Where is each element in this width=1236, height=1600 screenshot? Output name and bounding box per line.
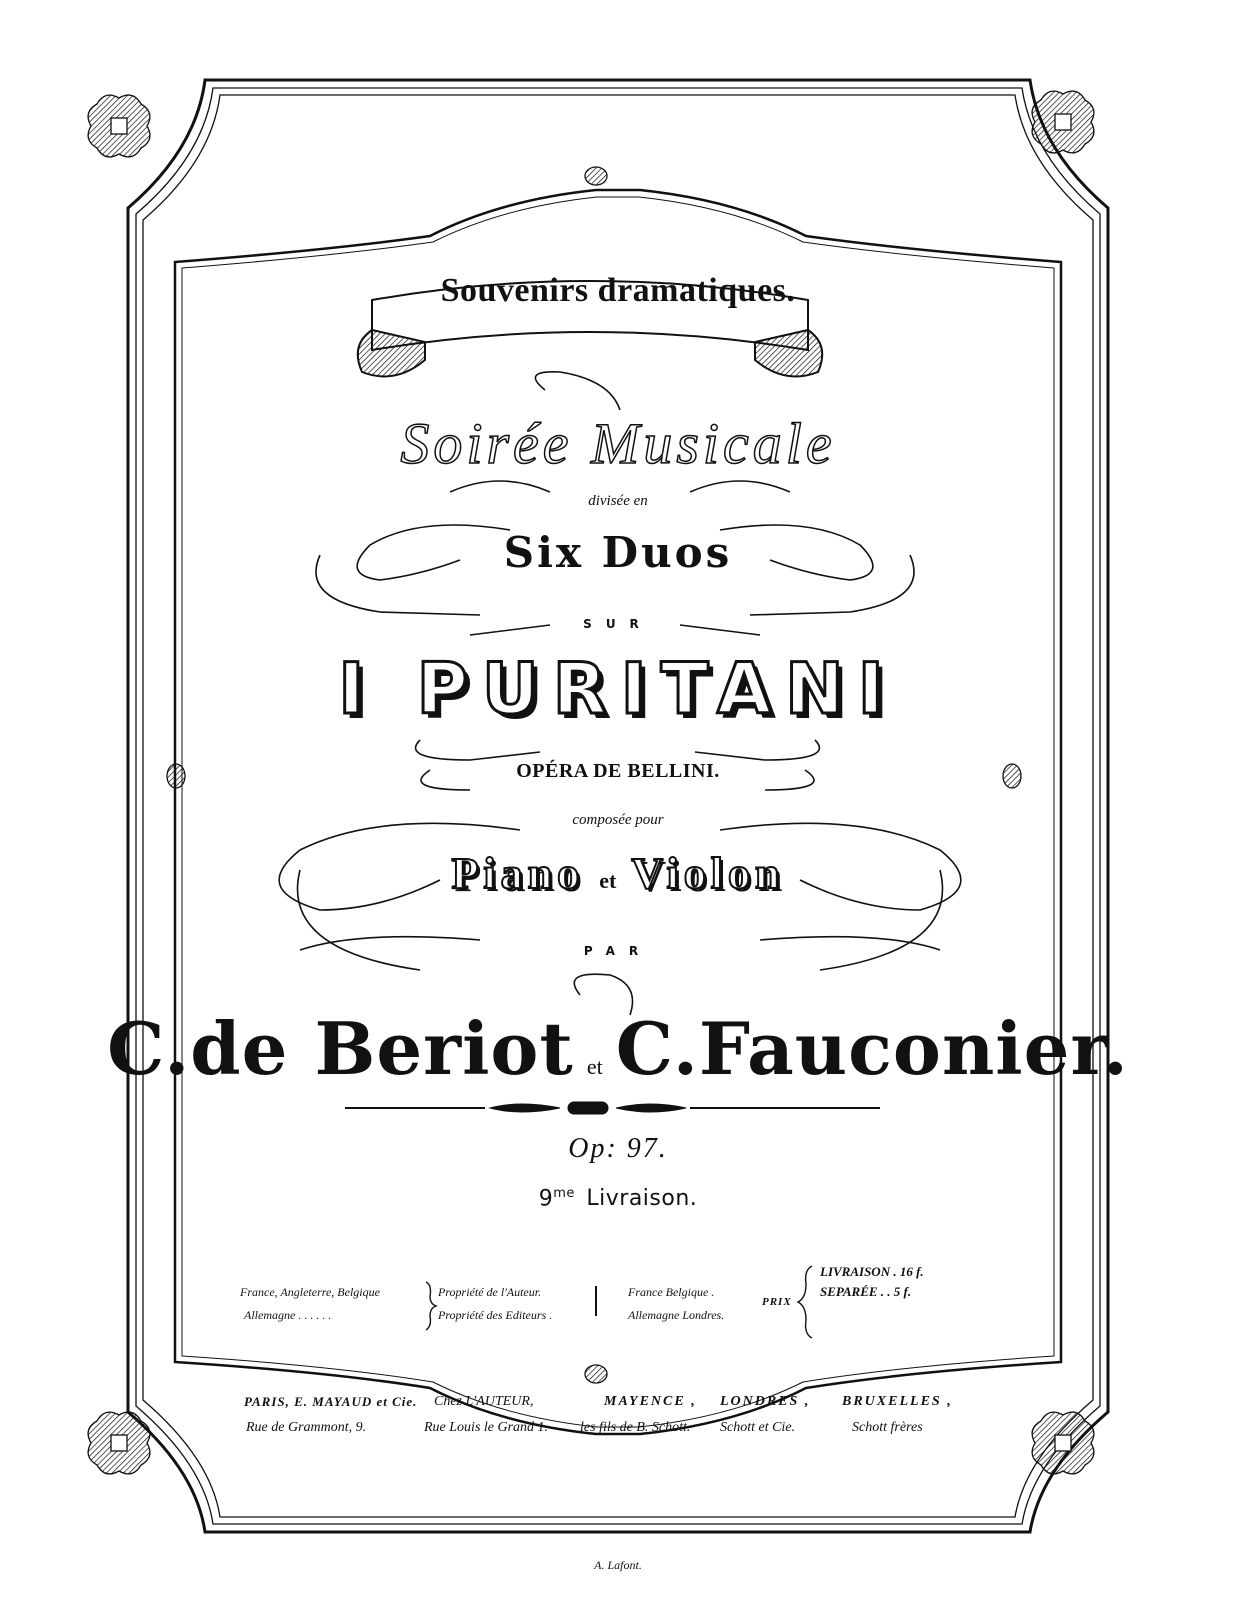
publisher-1-address: Rue de Grammont, 9. [246,1420,367,1435]
soiree-musicale-title: Soirée Musicale [400,411,836,476]
livraison-number: 9 [538,1186,554,1212]
opera-name-title: I PURITANI [338,648,898,730]
livraison-label: Livraison. [586,1186,698,1212]
price-separee: SEPARÉE . . 5 f. [820,1284,912,1299]
mid-countries-2: Allemagne Londres. [628,1308,725,1322]
publisher-1-city: PARIS, E. MAYAUD et Cie. [244,1394,418,1409]
publisher-4-address: Schott et Cie. [720,1420,796,1435]
six-duos-title: Six Duos [503,528,733,577]
left-property-2: Propriété des Editeurs . [438,1308,553,1322]
et-label-2: et [586,1054,603,1079]
publisher-3-address: les fils de B. Schott. [580,1420,691,1435]
par-label: PAR [583,944,653,958]
composer-1: C.de Beriot [107,1006,574,1091]
left-countries-2: Allemagne . . . . . . [244,1308,332,1322]
sur-label: SUR [583,617,653,631]
divided-label: divisée en [588,493,648,509]
composers-line [0,1006,1236,1091]
instruments-line [0,848,1236,899]
engraver-credit: A. Lafont. [594,1558,642,1572]
publisher-2-address: Rue Louis le Grand 1. [424,1420,549,1435]
price-livraison: LIVRAISON . 16 f. [820,1264,924,1279]
prix-label: PRIX [762,1296,792,1308]
left-property-1: Propriété de l'Auteur. [438,1285,542,1299]
mid-countries-1: France Belgique . [628,1285,715,1299]
violon-label: Violon [631,849,785,898]
publisher-5-city: BRUXELLES , [842,1394,953,1409]
livraison-sup: me [553,1186,575,1201]
opus-number: Op: 97. [568,1133,668,1164]
composer-2: C.Fauconier. [615,1006,1129,1091]
opera-composer-line: OPÉRA DE BELLINI. [516,760,720,782]
publisher-5-address: Schott frères [852,1420,923,1435]
et-label-1: et [599,868,617,893]
composed-for-label: composée pour [572,812,664,828]
publisher-4-city: LONDRES , [720,1394,811,1409]
publisher-3-city: MAYENCE , [604,1394,697,1409]
livraison-line [0,1186,1236,1211]
piano-label: Piano [451,849,585,898]
publisher-2-city: Chez L'AUTEUR, [434,1394,534,1409]
banner-title: Souvenirs dramatiques. [440,272,796,309]
left-countries-1: France, Angleterre, Belgique [240,1285,380,1299]
